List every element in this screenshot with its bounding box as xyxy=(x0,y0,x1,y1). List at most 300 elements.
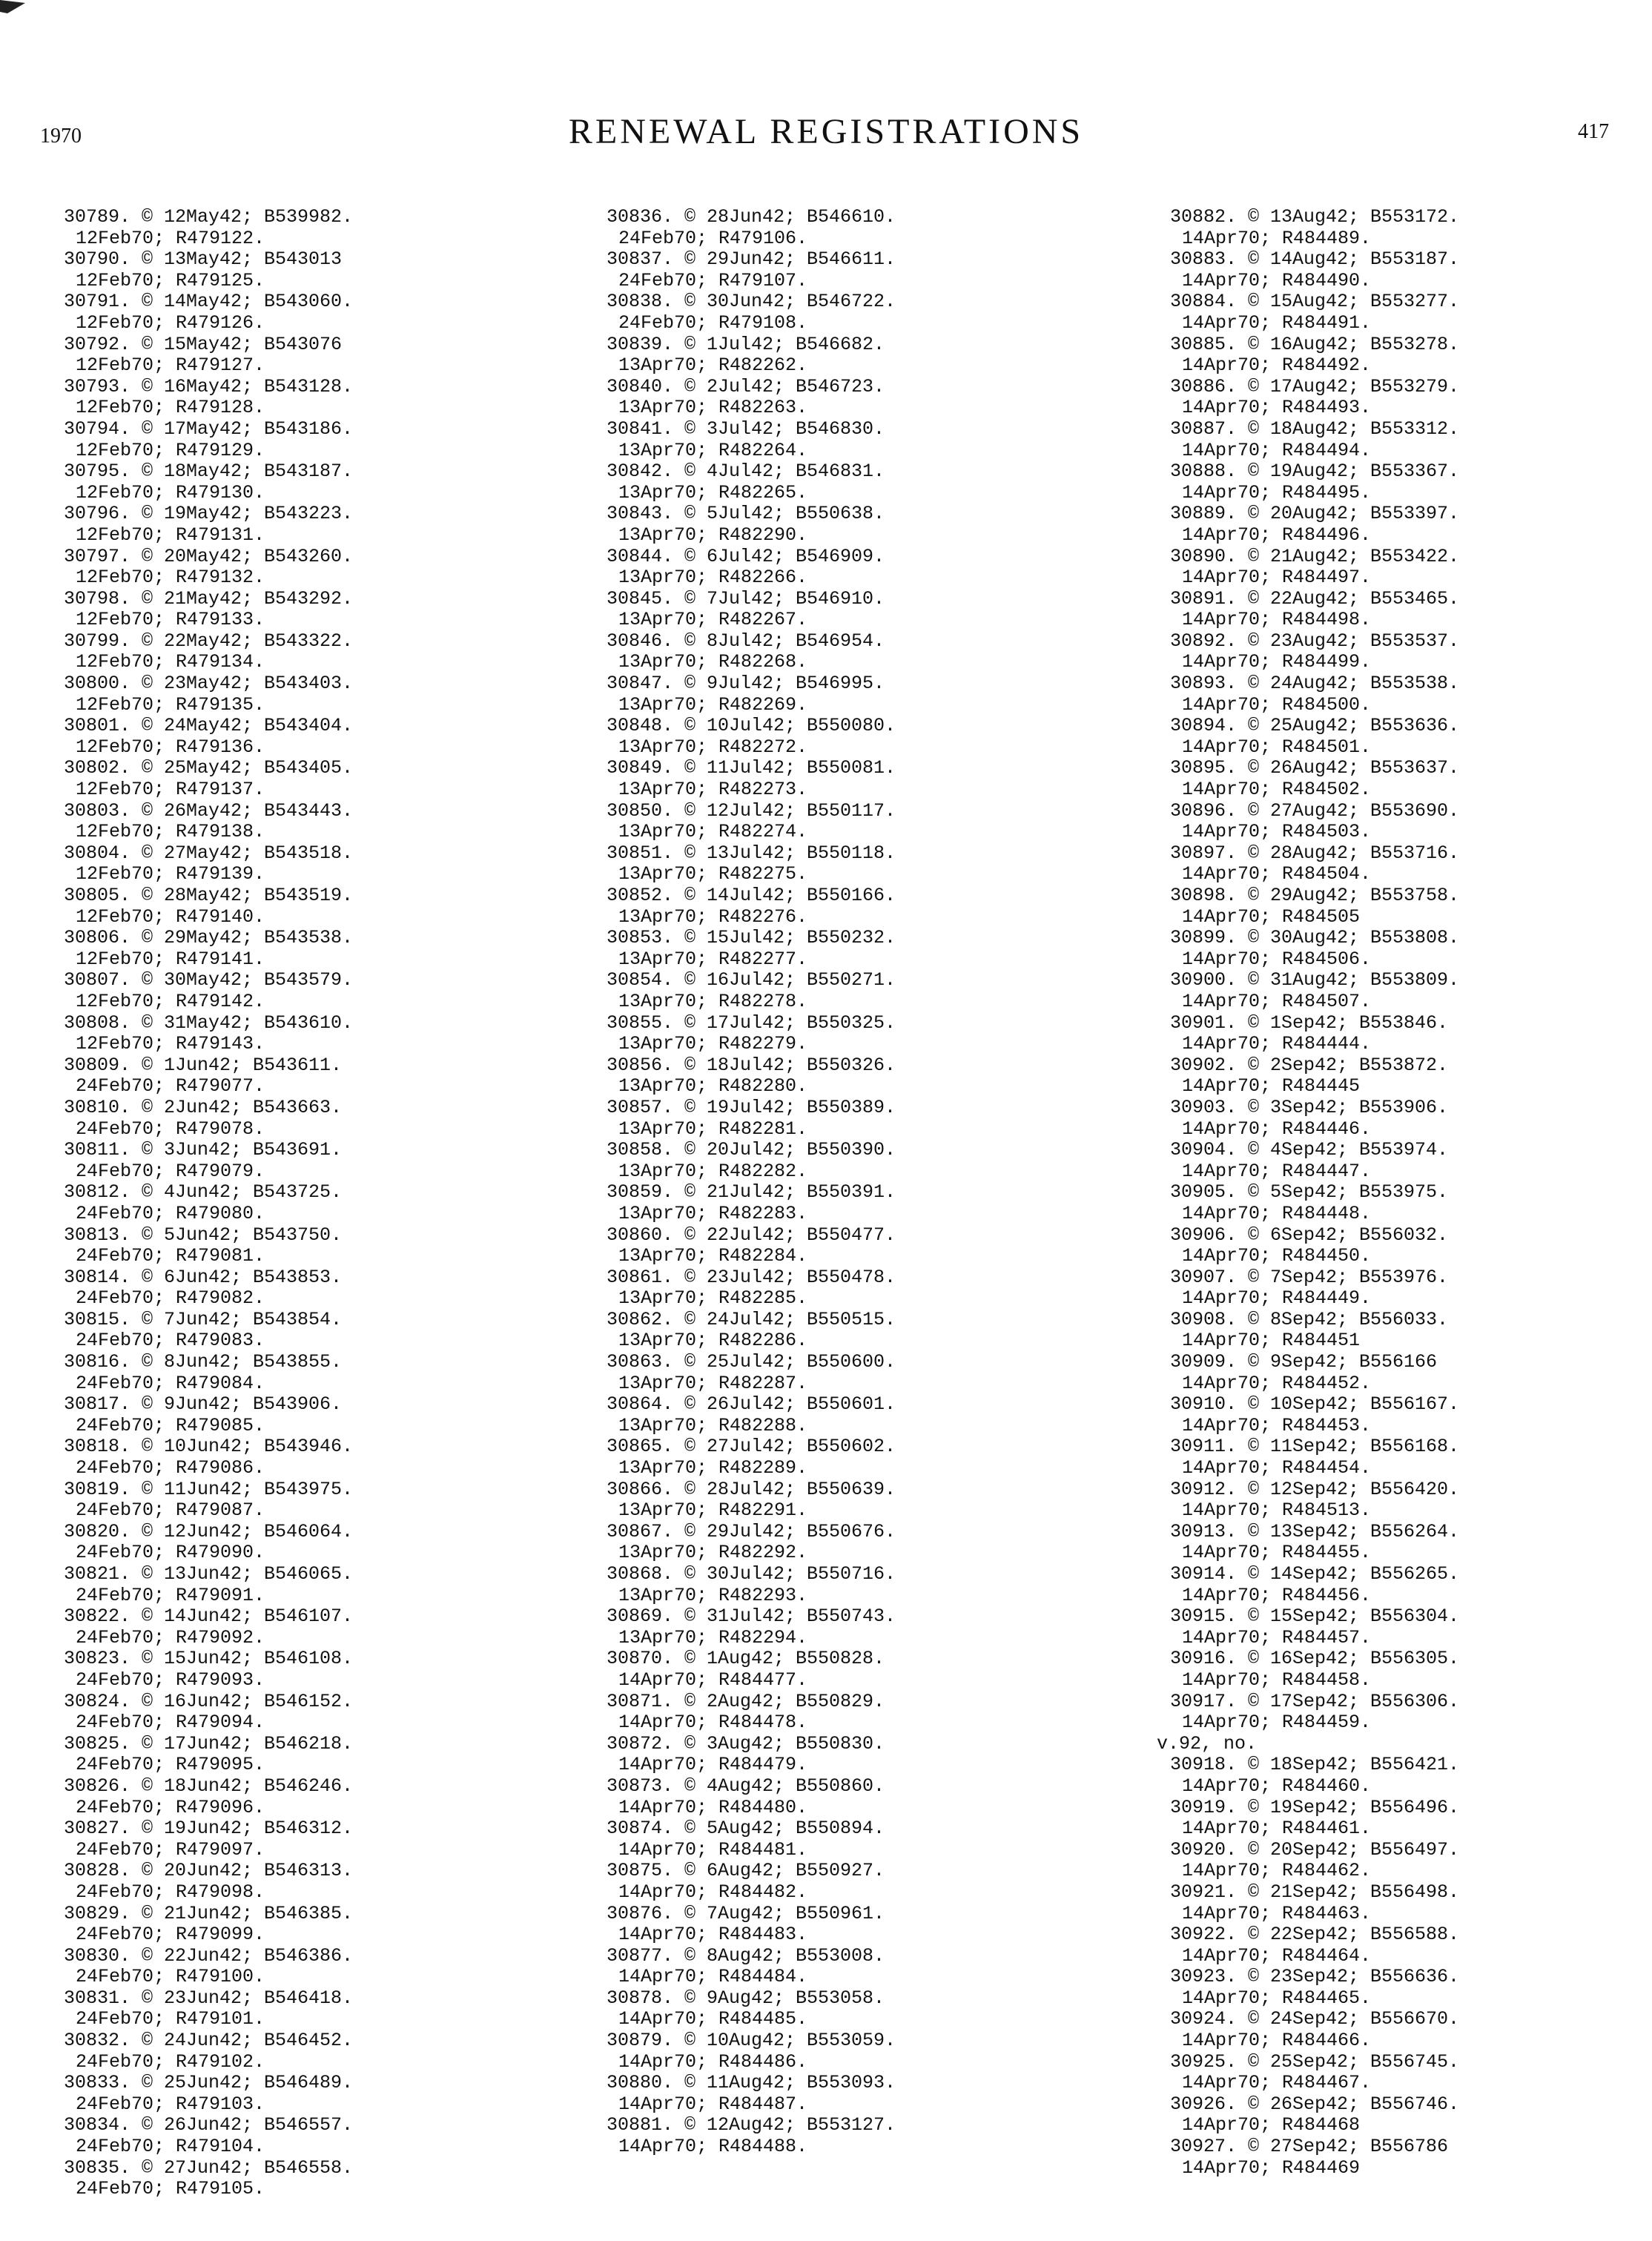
registration-line: 30860. © 22Jul42; B550477. xyxy=(607,1224,896,1246)
renewal-line: 14Apr70; R484468 xyxy=(1182,2114,1361,2136)
renewal-line: 14Apr70; R484455. xyxy=(1182,1542,1372,1564)
registration-entry xyxy=(64,1310,353,1352)
registration-entry xyxy=(64,885,353,928)
registration-line: 30851. © 13Jul42; B550118. xyxy=(607,842,896,864)
renewal-line: 14Apr70; R484486. xyxy=(618,2050,808,2073)
registration-line: 30861. © 23Jul42; B550478. xyxy=(607,1266,896,1288)
renewal-line: 14Apr70; R484505 xyxy=(1182,905,1361,928)
registration-line: 30925. © 25Sep42; B556745. xyxy=(1170,2050,1460,2073)
renewal-line: 14Apr70; R484499. xyxy=(1182,651,1372,673)
renewal-line: 12Feb70; R479134. xyxy=(76,651,265,673)
registration-entry xyxy=(607,1988,896,2030)
renewal-line: 24Feb70; R479105. xyxy=(76,2178,265,2200)
registration-entry xyxy=(1170,970,1459,1012)
registration-line: 30870. © 1Aug42; B550828. xyxy=(607,1648,885,1670)
renewal-line: 14Apr70; R484480. xyxy=(618,1796,808,1818)
renewal-line: 12Feb70; R479122. xyxy=(76,227,265,249)
registration-line: 30859. © 21Jul42; B550391. xyxy=(607,1181,896,1204)
registration-line: 30890. © 21Aug42; B553422. xyxy=(1170,545,1460,567)
registration-line: 30887. © 18Aug42; B553312. xyxy=(1170,417,1460,440)
renewal-line: 14Apr70; R484483. xyxy=(618,1924,808,1946)
renewal-line: 12Feb70; R479129. xyxy=(76,439,265,461)
registration-line: 30900. © 31Aug42; B553809. xyxy=(1170,969,1460,991)
renewal-line: 14Apr70; R484477. xyxy=(618,1669,808,1691)
registration-entry xyxy=(1170,504,1459,546)
renewal-line: 24Feb70; R479093. xyxy=(76,1669,265,1691)
registration-line: 30798. © 21May42; B543292. xyxy=(64,587,354,610)
registration-entry xyxy=(64,1648,353,1691)
registration-line: 30835. © 27Jun42; B546558. xyxy=(64,2156,354,2179)
registration-line: 30864. © 26Jul42; B550601. xyxy=(607,1393,896,1416)
registration-line: 30849. © 11Jul42; B550081. xyxy=(607,757,896,779)
registration-entry xyxy=(1170,1267,1459,1310)
registration-entry xyxy=(1170,716,1459,758)
renewal-line: 12Feb70; R479143. xyxy=(76,1033,265,1055)
registration-entry xyxy=(607,504,896,546)
renewal-line: 13Apr70; R482283. xyxy=(618,1202,808,1224)
registration-line: 30881. © 12Aug42; B553127. xyxy=(607,2114,896,2136)
renewal-line: 24Feb70; R479087. xyxy=(76,1499,265,1522)
registration-entry xyxy=(1170,1098,1459,1140)
registration-line: 30799. © 22May42; B543322. xyxy=(64,630,354,652)
renewal-line: 13Apr70; R482289. xyxy=(618,1457,808,1479)
renewal-line: 14Apr70; R484503. xyxy=(1182,821,1372,843)
registration-entry xyxy=(1170,2052,1459,2094)
registration-entry xyxy=(1170,1140,1459,1182)
renewal-line: 24Feb70; R479103. xyxy=(76,2093,265,2115)
renewal-line: 24Feb70; R479098. xyxy=(76,1881,265,1903)
registration-line: 30910. © 10Sep42; B556167. xyxy=(1170,1393,1460,1416)
registration-entry xyxy=(607,1522,896,1564)
registration-entry xyxy=(607,291,896,334)
header-year: 1970 xyxy=(40,125,82,148)
renewal-line: 14Apr70; R484451 xyxy=(1182,1330,1361,1352)
registration-entry xyxy=(64,1861,353,1903)
registration-line: 30823. © 15Jun42; B546108. xyxy=(64,1648,354,1670)
registration-entry xyxy=(1170,928,1459,970)
renewal-line: 12Feb70; R479133. xyxy=(76,609,265,631)
renewal-line: 14Apr70; R484469 xyxy=(1182,2156,1361,2179)
registration-line: 30843. © 5Jul42; B550638. xyxy=(607,503,885,525)
registration-line: 30880. © 11Aug42; B553093. xyxy=(607,2072,896,2094)
registration-entry xyxy=(1170,1882,1459,1924)
registration-entry xyxy=(1170,461,1459,504)
registration-line: 30872. © 3Aug42; B550830. xyxy=(607,1732,885,1755)
registration-line: 30824. © 16Jun42; B546152. xyxy=(64,1690,354,1712)
renewal-line: 13Apr70; R482268. xyxy=(618,651,808,673)
registration-entry xyxy=(64,589,353,631)
registration-line: 30800. © 23May42; B543403. xyxy=(64,673,354,695)
registration-entry xyxy=(1170,1479,1459,1522)
registration-line: 30789. © 12May42; B539982. xyxy=(64,206,354,228)
registration-line: 30812. © 4Jun42; B543725. xyxy=(64,1181,343,1204)
renewal-line: 14Apr70; R484450. xyxy=(1182,1245,1372,1267)
registration-line: 30825. © 17Jun42; B546218. xyxy=(64,1732,354,1755)
registration-line: 30822. © 14Jun42; B546107. xyxy=(64,1605,354,1628)
registration-line: 30832. © 24Jun42; B546452. xyxy=(64,2030,354,2052)
renewal-line: 12Feb70; R479137. xyxy=(76,779,265,801)
registration-entry xyxy=(64,1522,353,1564)
column-3 xyxy=(1157,206,1460,2179)
renewal-line: 14Apr70; R484500. xyxy=(1182,693,1372,716)
registration-line: 30847. © 9Jul42; B546995. xyxy=(607,673,885,695)
renewal-line: 14Apr70; R484497. xyxy=(1182,567,1372,589)
registration-entry xyxy=(64,801,353,843)
registration-line: 30801. © 24May42; B543404. xyxy=(64,715,354,737)
renewal-line: 14Apr70; R484489. xyxy=(1182,227,1372,249)
renewal-line: 13Apr70; R482286. xyxy=(618,1330,808,1352)
registration-entry xyxy=(1170,207,1459,249)
renewal-line: 12Feb70; R479125. xyxy=(76,269,265,291)
registration-line: 30883. © 14Aug42; B553187. xyxy=(1170,248,1460,271)
registration-entry xyxy=(607,928,896,970)
registration-line: 30826. © 18Jun42; B546246. xyxy=(64,1775,354,1797)
page-header xyxy=(0,111,1652,163)
page-number: 417 xyxy=(1578,120,1609,143)
renewal-line: 14Apr70; R484446. xyxy=(1182,1118,1372,1140)
registration-entry xyxy=(64,1394,353,1436)
registration-line: 30914. © 14Sep42; B556265. xyxy=(1170,1563,1460,1585)
registration-entry xyxy=(1170,1310,1459,1352)
renewal-line: 13Apr70; R482281. xyxy=(618,1118,808,1140)
registration-line: 30803. © 26May42; B543443. xyxy=(64,799,354,822)
registration-line: 30908. © 8Sep42; B556033. xyxy=(1170,1308,1449,1330)
renewal-line: 13Apr70; R482292. xyxy=(618,1542,808,1564)
renewal-line: 13Apr70; R482273. xyxy=(618,779,808,801)
renewal-line: 14Apr70; R484449. xyxy=(1182,1287,1372,1310)
renewal-line: 13Apr70; R482284. xyxy=(618,1245,808,1267)
registration-line: 30894. © 25Aug42; B553636. xyxy=(1170,715,1460,737)
registration-entry xyxy=(64,1734,353,1776)
renewal-line: 14Apr70; R484453. xyxy=(1182,1414,1372,1436)
renewal-line: 24Feb70; R479099. xyxy=(76,1924,265,1946)
registration-line: 30916. © 16Sep42; B556305. xyxy=(1170,1648,1460,1670)
renewal-line: 24Feb70; R479081. xyxy=(76,1245,265,1267)
renewal-line: 13Apr70; R482280. xyxy=(618,1075,808,1098)
registration-entry xyxy=(64,2073,353,2115)
renewal-line: 24Feb70; R479097. xyxy=(76,1838,265,1861)
registration-entry xyxy=(1170,885,1459,928)
registration-entry xyxy=(1170,1692,1459,1734)
renewal-line: 12Feb70; R479141. xyxy=(76,948,265,970)
registration-entry xyxy=(64,1436,353,1479)
registration-line: 30884. © 15Aug42; B553277. xyxy=(1170,291,1460,313)
renewal-line: 24Feb70; R479085. xyxy=(76,1414,265,1436)
registration-entry xyxy=(1170,1522,1459,1564)
registration-line: 30855. © 17Jul42; B550325. xyxy=(607,1011,896,1034)
renewal-line: 14Apr70; R484507. xyxy=(1182,990,1372,1012)
registration-line: 30905. © 5Sep42; B553975. xyxy=(1170,1181,1449,1204)
renewal-line: 14Apr70; R484501. xyxy=(1182,736,1372,758)
registration-entry xyxy=(607,1479,896,1522)
registration-entry xyxy=(607,2115,896,2157)
renewal-line: 14Apr70; R484496. xyxy=(1182,524,1372,546)
registration-entry xyxy=(607,1436,896,1479)
registration-line: 30828. © 20Jun42; B546313. xyxy=(64,1860,354,1882)
renewal-line: 12Feb70; R479140. xyxy=(76,905,265,928)
registration-line: 30840. © 2Jul42; B546723. xyxy=(607,375,885,397)
registration-line: 30845. © 7Jul42; B546910. xyxy=(607,587,885,610)
registration-entry xyxy=(607,1267,896,1310)
registration-entry xyxy=(607,970,896,1012)
registration-line: 30807. © 30May42; B543579. xyxy=(64,969,354,991)
registration-entry xyxy=(64,928,353,970)
renewal-line: 13Apr70; R482285. xyxy=(618,1287,808,1310)
renewal-line: 14Apr70; R484490. xyxy=(1182,269,1372,291)
page-title: RENEWAL REGISTRATIONS xyxy=(568,112,1084,151)
registration-line: 30862. © 24Jul42; B550515. xyxy=(607,1308,896,1330)
renewal-line: 13Apr70; R482269. xyxy=(618,693,808,716)
registration-line: 30796. © 19May42; B543223. xyxy=(64,503,354,525)
registration-line: 30876. © 7Aug42; B550961. xyxy=(607,1902,885,1924)
registration-entry xyxy=(64,207,353,249)
registration-entry xyxy=(1170,801,1459,843)
renewal-line: 24Feb70; R479102. xyxy=(76,2050,265,2073)
registration-line: 30842. © 4Jul42; B546831. xyxy=(607,461,885,483)
registration-entry xyxy=(64,1182,353,1224)
registration-entry xyxy=(607,1904,896,1946)
renewal-line: 24Feb70; R479092. xyxy=(76,1626,265,1648)
renewal-line: 13Apr70; R482265. xyxy=(618,481,808,504)
registration-entry xyxy=(1170,377,1459,419)
registration-entry xyxy=(607,2030,896,2073)
registration-entry xyxy=(1170,1394,1459,1436)
registration-entry xyxy=(607,1692,896,1734)
registration-line: 30874. © 5Aug42; B550894. xyxy=(607,1818,885,1840)
renewal-line: 24Feb70; R479091. xyxy=(76,1584,265,1606)
renewal-line: 14Apr70; R484447. xyxy=(1182,1160,1372,1182)
registration-line: 30886. © 17Aug42; B553279. xyxy=(1170,375,1460,397)
renewal-line: 12Feb70; R479131. xyxy=(76,524,265,546)
renewal-line: 13Apr70; R482266. xyxy=(618,567,808,589)
registration-line: 30866. © 28Jul42; B550639. xyxy=(607,1478,896,1500)
registration-entry xyxy=(64,461,353,504)
registration-line: 30879. © 10Aug42; B553059. xyxy=(607,2030,896,2052)
renewal-line: 12Feb70; R479132. xyxy=(76,567,265,589)
registration-entry xyxy=(64,419,353,461)
registration-entry xyxy=(607,1606,896,1648)
registration-entry xyxy=(64,1564,353,1606)
registration-entry xyxy=(1170,1225,1459,1267)
registration-line: 30848. © 10Jul42; B550080. xyxy=(607,715,896,737)
registration-line: 30895. © 26Aug42; B553637. xyxy=(1170,757,1460,779)
registration-line: 30892. © 23Aug42; B553537. xyxy=(1170,630,1460,652)
registration-line: 30918. © 18Sep42; B556421. xyxy=(1170,1754,1460,1776)
registration-line: 30885. © 16Aug42; B553278. xyxy=(1170,333,1460,355)
renewal-line: 14Apr70; R484488. xyxy=(618,2136,808,2158)
registration-entry xyxy=(607,1648,896,1691)
registration-line: 30871. © 2Aug42; B550829. xyxy=(607,1690,885,1712)
registration-line: 30923. © 23Sep42; B556636. xyxy=(1170,1966,1460,1988)
renewal-line: 12Feb70; R479135. xyxy=(76,693,265,716)
renewal-line: 14Apr70; R484494. xyxy=(1182,439,1372,461)
renewal-line: 13Apr70; R482293. xyxy=(618,1584,808,1606)
registration-line: 30875. © 6Aug42; B550927. xyxy=(607,1860,885,1882)
registration-line: 30904. © 4Sep42; B553974. xyxy=(1170,1139,1449,1161)
registration-entry xyxy=(1170,291,1459,334)
renewal-line: 12Feb70; R479130. xyxy=(76,481,265,504)
renewal-line: 12Feb70; R479136. xyxy=(76,736,265,758)
renewal-line: 12Feb70; R479142. xyxy=(76,990,265,1012)
registration-line: 30819. © 11Jun42; B543975. xyxy=(64,1478,354,1500)
registration-line: 30913. © 13Sep42; B556264. xyxy=(1170,1520,1460,1542)
renewal-line: 14Apr70; R484467. xyxy=(1182,2072,1372,2094)
renewal-line: 13Apr70; R482262. xyxy=(618,354,808,377)
renewal-line: 24Feb70; R479106. xyxy=(618,227,808,249)
renewal-line: 24Feb70; R479084. xyxy=(76,1372,265,1394)
renewal-line: 24Feb70; R479080. xyxy=(76,1202,265,1224)
registration-line: 30836. © 28Jun42; B546610. xyxy=(607,206,896,228)
registration-entry xyxy=(64,631,353,673)
registration-line: 30850. © 12Jul42; B550117. xyxy=(607,799,896,822)
registration-line: 30911. © 11Sep42; B556168. xyxy=(1170,1436,1460,1458)
registration-entry xyxy=(64,843,353,885)
registration-line: 30818. © 10Jun42; B543946. xyxy=(64,1436,354,1458)
registration-line: 30833. © 25Jun42; B546489. xyxy=(64,2072,354,2094)
registration-entry xyxy=(1170,1648,1459,1691)
registration-entry xyxy=(1170,1564,1459,1606)
registration-line: 30902. © 2Sep42; B553872. xyxy=(1170,1054,1449,1076)
registration-line: 30901. © 1Sep42; B553846. xyxy=(1170,1011,1449,1034)
registration-entry xyxy=(607,377,896,419)
renewal-line: 14Apr70; R484452. xyxy=(1182,1372,1372,1394)
renewal-line: 14Apr70; R484485. xyxy=(618,2008,808,2030)
renewal-line: 14Apr70; R484491. xyxy=(1182,311,1372,334)
registration-line: 30815. © 7Jun42; B543854. xyxy=(64,1308,343,1330)
registration-entry xyxy=(64,2115,353,2157)
registration-entry xyxy=(64,1776,353,1818)
renewal-line: 13Apr70; R482267. xyxy=(618,609,808,631)
registration-entry xyxy=(64,1352,353,1394)
registration-line: 30813. © 5Jun42; B543750. xyxy=(64,1224,343,1246)
registration-line: 30814. © 6Jun42; B543853. xyxy=(64,1266,343,1288)
renewal-line: 14Apr70; R484506. xyxy=(1182,948,1372,970)
registration-entry xyxy=(64,334,353,377)
renewal-line: 13Apr70; R482288. xyxy=(618,1414,808,1436)
renewal-line: 14Apr70; R484454. xyxy=(1182,1457,1372,1479)
registration-line: 30912. © 12Sep42; B556420. xyxy=(1170,1478,1460,1500)
renewal-line: 14Apr70; R484498. xyxy=(1182,609,1372,631)
registration-line: 30853. © 15Jul42; B550232. xyxy=(607,927,896,949)
registration-entry xyxy=(1170,589,1459,631)
registration-entry xyxy=(607,589,896,631)
registration-entry xyxy=(607,673,896,716)
renewal-line: 24Feb70; R479086. xyxy=(76,1457,265,1479)
renewal-line: 14Apr70; R484478. xyxy=(618,1712,808,1734)
registration-line: 30858. © 20Jul42; B550390. xyxy=(607,1139,896,1161)
renewal-line: 12Feb70; R479127. xyxy=(76,354,265,377)
registration-entry xyxy=(64,377,353,419)
registration-line: 30829. © 21Jun42; B546385. xyxy=(64,1902,354,1924)
column-1 xyxy=(64,207,353,2200)
renewal-line: 24Feb70; R479104. xyxy=(76,2136,265,2158)
renewal-line: 13Apr70; R482276. xyxy=(618,905,808,928)
registration-line: 30834. © 26Jun42; B546557. xyxy=(64,2114,354,2136)
registration-entry xyxy=(64,1692,353,1734)
column-2 xyxy=(607,207,896,2158)
registration-line: 30821. © 13Jun42; B546065. xyxy=(64,1563,354,1585)
renewal-line: 24Feb70; R479095. xyxy=(76,1754,265,1776)
registration-entry xyxy=(607,2073,896,2115)
registration-line: 30805. © 28May42; B543519. xyxy=(64,885,354,906)
registration-entry xyxy=(1170,1924,1459,1967)
registration-line: 30882. © 13Aug42; B553172. xyxy=(1170,206,1460,228)
renewal-line: 13Apr70; R482282. xyxy=(618,1160,808,1182)
registration-line: 30797. © 20May42; B543260. xyxy=(64,545,354,567)
registration-line: 30790. © 13May42; B543013 xyxy=(64,248,343,271)
registration-entry xyxy=(607,461,896,504)
registration-entry xyxy=(64,673,353,716)
renewal-line: 13Apr70; R482291. xyxy=(618,1499,808,1522)
registration-entry xyxy=(64,1055,353,1098)
registration-line: 30846. © 8Jul42; B546954. xyxy=(607,630,885,652)
renewal-line: 13Apr70; R482274. xyxy=(618,821,808,843)
registration-entry xyxy=(607,758,896,800)
registration-line: 30804. © 27May42; B543518. xyxy=(64,842,354,864)
renewal-line: 14Apr70; R484479. xyxy=(618,1754,808,1776)
registration-entry xyxy=(64,2030,353,2073)
registration-entry xyxy=(607,1734,896,1776)
registration-entry xyxy=(607,1352,896,1394)
renewal-line: 13Apr70; R482263. xyxy=(618,397,808,419)
registration-line: 30899. © 30Aug42; B553808. xyxy=(1170,927,1460,949)
registration-entry xyxy=(64,1818,353,1861)
registration-line: 30868. © 30Jul42; B550716. xyxy=(607,1563,896,1585)
renewal-line: 14Apr70; R484484. xyxy=(618,1966,808,1988)
volume-heading: v.92, no. xyxy=(1157,1732,1258,1755)
registration-line: 30827. © 19Jun42; B546312. xyxy=(64,1818,354,1840)
renewal-line: 14Apr70; R484487. xyxy=(618,2093,808,2115)
renewal-line: 14Apr70; R484459. xyxy=(1182,1712,1372,1734)
registration-entry xyxy=(607,631,896,673)
registration-line: 30791. © 14May42; B543060. xyxy=(64,291,354,313)
registration-entry xyxy=(607,843,896,885)
registration-entry xyxy=(1170,2009,1459,2051)
registration-entry xyxy=(1170,843,1459,885)
registration-line: 30877. © 8Aug42; B553008. xyxy=(607,1944,885,1967)
registration-entry xyxy=(607,1013,896,1055)
registration-line: 30854. © 16Jul42; B550271. xyxy=(607,969,896,991)
registration-line: 30920. © 20Sep42; B556497. xyxy=(1170,1838,1460,1861)
renewal-line: 13Apr70; R482275. xyxy=(618,863,808,885)
registration-entry xyxy=(64,1267,353,1310)
registration-entry xyxy=(1170,2136,1459,2179)
renewal-line: 12Feb70; R479139. xyxy=(76,863,265,885)
registration-entry xyxy=(1170,1606,1459,1648)
registration-line: 30897. © 28Aug42; B553716. xyxy=(1170,842,1460,864)
registration-line: 30898. © 29Aug42; B553758. xyxy=(1170,885,1460,906)
registration-entry xyxy=(607,1564,896,1606)
registration-line: 30891. © 22Aug42; B553465. xyxy=(1170,587,1460,610)
renewal-line: 13Apr70; R482264. xyxy=(618,439,808,461)
registration-entry xyxy=(607,1055,896,1098)
registration-line: 30903. © 3Sep42; B553906. xyxy=(1170,1096,1449,1118)
registration-entry xyxy=(64,1140,353,1182)
renewal-line: 24Feb70; R479090. xyxy=(76,1542,265,1564)
registration-line: 30831. © 23Jun42; B546418. xyxy=(64,1987,354,2009)
renewal-line: 24Feb70; R479083. xyxy=(76,1330,265,1352)
registration-line: 30893. © 24Aug42; B553538. xyxy=(1170,673,1460,695)
registration-entry xyxy=(64,2158,353,2200)
registration-entry xyxy=(64,716,353,758)
registration-entry xyxy=(607,1182,896,1224)
registration-entry xyxy=(607,885,896,928)
registration-entry xyxy=(64,249,353,291)
renewal-line: 14Apr70; R484463. xyxy=(1182,1902,1372,1924)
registration-line: 30795. © 18May42; B543187. xyxy=(64,461,354,483)
registration-entry xyxy=(607,1776,896,1818)
registration-line: 30820. © 12Jun42; B546064. xyxy=(64,1520,354,1542)
